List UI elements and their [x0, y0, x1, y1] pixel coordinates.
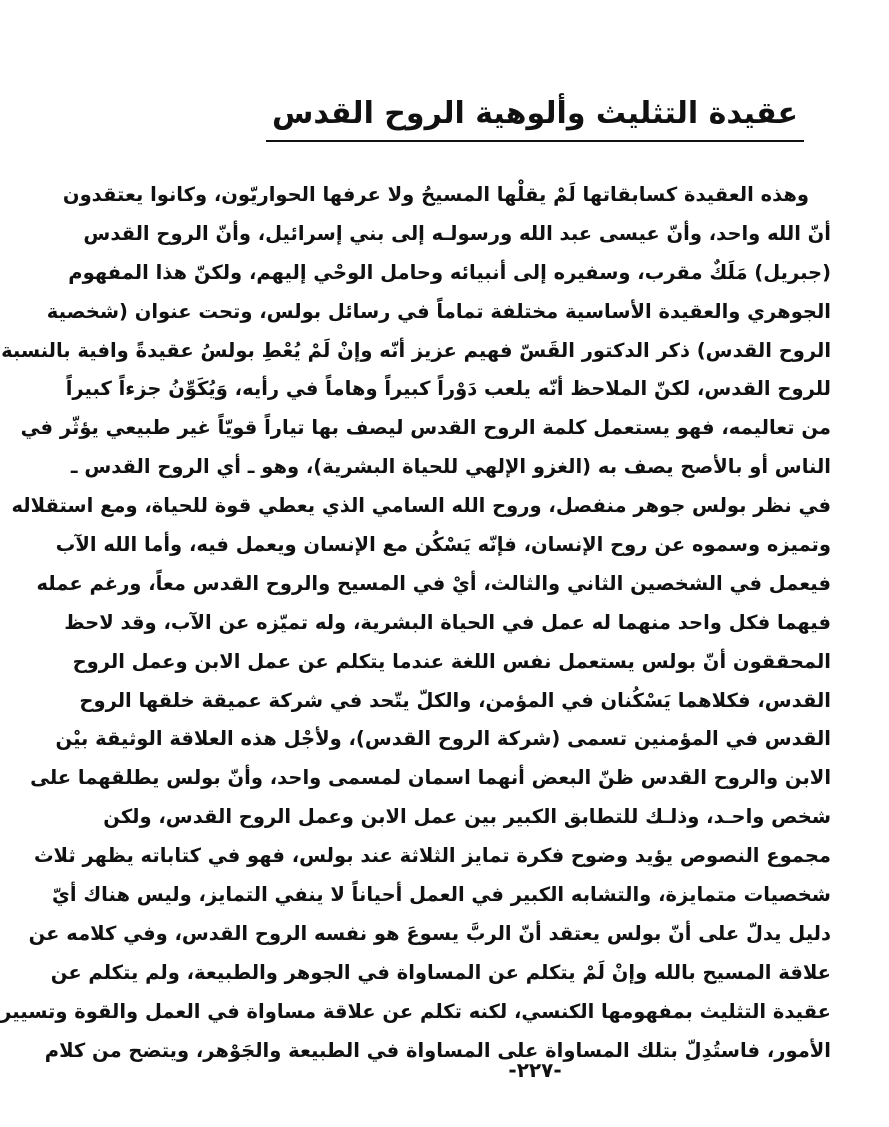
text-line: القدس في المؤمنين تسمى (شركة الروح القدس)، ولأجْل هذه العلاقة الوثيقة بيْن: [55, 727, 831, 751]
text-line: وتميزه وسموه عن روح الإنسان، فإنّه يَسْكُن مع الإنسان ويعمل فيه، وأما الله الآب: [55, 533, 831, 557]
text-line: الأمور، فاستُدِلّ بتلك المساواة على المساواة في الطبيعة والجَوْهر، ويتضح من كلام: [44, 1038, 831, 1062]
text-line: أنّ الله واحد، وأنّ عيسى عبد الله ورسولـه إلى بني إسرائيل، وأنّ الروح القدس: [83, 221, 831, 245]
text-line: (جبريل) مَلَكٌ مقرب، وسفيره إلى أنبيائه وحامل الوحْي إليهم، ولكنّ هذا المفهوم: [68, 260, 831, 284]
text-line: مجموع النصوص يؤيد وضوح فكرة تمايز الثلاثة عند بولس، فهو في كتاباته يظهر ثلاث: [33, 844, 831, 868]
text-line: وهذه العقيدة كسابقاتها لَمْ يقلْها المسيحُ ولا عرفها الحواريّون، وكانوا يعتقدون: [62, 183, 809, 206]
text-line: علاقة المسيح بالله وإنْ لَمْ يتكلم عن المساواة في الجوهر والطبيعة، ولم يتكلم عن: [50, 960, 831, 984]
text-line: في نظر بولس جوهر منفصل، وروح الله السامي الذي يعطي قوة للحياة، ومع استقلاله: [11, 494, 831, 518]
text-line: دليل يدلّ على أنّ بولس يعتقد أنّ الربَّ يسوعَ هو نفسه الروح القدس، وفي كلامه عن: [28, 921, 831, 945]
text-line: المحققون أنّ بولس يستعمل نفس اللغة عندما يتكلم عن عمل الابن وعمل الروح: [72, 649, 831, 673]
text-line: الجوهري والعقيدة الأساسية مختلفة تماماً في رسائل بولس، وتحت عنوان (شخصية: [46, 299, 831, 323]
text-line: الروح القدس) ذكر الدكتور القَسّ فهيم عزيز أنّه وإنْ لَمْ يُعْطِ بولسُ عقيدةً وافية بالنسبة: [1, 338, 831, 362]
text-line: الناس أو بالأصح يصف به (الغزو الإلهي للحياة البشرية)، وهو ـ أي الروح القدس ـ: [70, 455, 831, 479]
text-line: فيهما فكل واحد منهما له عمل في الحياة البشرية، وله تميّزه عن الآب، وقد لاحظ: [64, 610, 831, 634]
chapter-title: عقيدة التثليث وألوهية الروح القدس: [266, 92, 804, 142]
text-line: من تعاليمه، فهو يستعمل كلمة الروح القدس ليصف بها تياراً قويّاً غير طبيعي يؤثّر في: [20, 416, 831, 440]
text-line: الابن والروح القدس ظنّ البعض أنهما اسمان لمسمى واحد، وأنّ بولس يطلقهما على: [30, 766, 831, 790]
text-line: للروح القدس، لكنّ الملاحظ أنّه يلعب دَوْراً كبيراً وهاماً في رأيه، وَيُكَوِّنُ جزءاً كبيراً: [65, 377, 831, 401]
title-container: [181, 92, 889, 142]
text-line: القدس، فكلاهما يَسْكُنان في المؤمن، والكلّ يتّحد في شركة عميقة خلقها الروح: [79, 688, 831, 712]
text-line: شخصيات متمايزة، والتشابه الكبير في العمل أحياناً لا ينفي التمايز، وليس هناك أيّ: [51, 883, 831, 907]
text-line: شخص واحـد، وذلـك للتطابق الكبير بين عمل الابن وعمل الروح القدس، ولكن: [103, 805, 831, 829]
text-line: عقيدة التثليث بمفهومها الكنسي، لكنه تكلم عن علاقة مساواة في العمل والقوة وتسيير: [0, 999, 831, 1023]
text-line: فيعمل في الشخصين الثاني والثالث، أيْ في المسيح والروح القدس معاً، ورغم عمله: [36, 571, 831, 595]
page-number: -٢٢٧-: [508, 1058, 562, 1082]
body-text: [0, 176, 831, 1070]
